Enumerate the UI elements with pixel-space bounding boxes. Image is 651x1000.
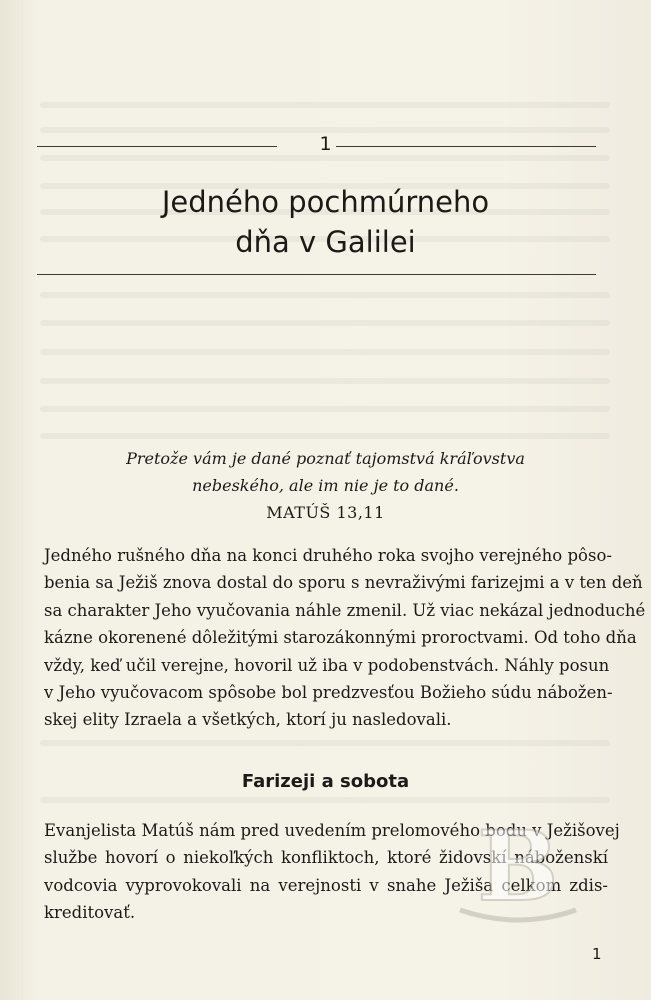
epigraph [0, 445, 651, 526]
text-line: službe hovorí o niekoľkých konfliktoch, ktoré židovskí náboženskí [44, 848, 608, 868]
chapter-rule-right [336, 146, 596, 147]
epigraph-citation: MATÚŠ 13,11 [266, 503, 385, 522]
title-rule [37, 274, 596, 275]
text-line: Evanjelista Matúš nám pred uvedením prelomového bodu v Ježišovej [44, 821, 620, 840]
page-number: 1 [592, 945, 602, 963]
watermark-logo-icon [452, 818, 584, 928]
chapter-title-line: dňa v Galilei [235, 225, 416, 259]
epigraph-line: Pretože vám je dané poznať tajomstvá kráľovstva [126, 449, 525, 468]
bleed-through-line [40, 378, 610, 384]
text-line: skej elity Izraela a všetkých, ktorí ju nasledovali. [44, 710, 452, 730]
text-line: kreditovať. [44, 903, 136, 923]
bleed-through-line [40, 433, 610, 439]
text-line: kázne okorenené dôležitými starozákonnými proroctvami. Od toho dňa [44, 628, 637, 648]
bleed-through-line [40, 349, 610, 355]
chapter-title [0, 182, 651, 262]
text-line: vodcovia vyprovokovali na verejnosti v snahe Ježiša celkom zdis- [44, 875, 608, 895]
text-line: Jedného rušného dňa na konci druhého roka svojho verejného pôso- [44, 546, 612, 565]
bleed-through-line [40, 155, 610, 161]
text-line: vždy, keď učil verejne, hovoril už iba v podobenstvách. Náhly posun [44, 655, 610, 675]
bleed-through-line [40, 406, 610, 412]
bleed-through-line [40, 320, 610, 326]
epigraph-line: nebeského, ale im nie je to dané. [192, 476, 459, 495]
section-heading: Farizeji a sobota [241, 771, 410, 792]
bleed-through-line [40, 102, 610, 108]
chapter-number: 1 [319, 133, 332, 155]
chapter-title-line: Jedného pochmúrneho [161, 185, 490, 219]
bleed-through-line [40, 740, 610, 746]
text-line: sa charakter Jeho vyučovania náhle zmenil. Už viac nekázal jednoduché [44, 600, 646, 620]
bleed-through-line [40, 797, 610, 803]
text-line: v Jeho vyučovacom spôsobe bol predzvesťou Božieho súdu nábožen- [44, 683, 613, 703]
text-line: benia sa Ježiš znova dostal do sporu s nevraživými farizejmi a v ten deň [44, 573, 643, 593]
body-paragraph [44, 542, 646, 734]
watermark-letter: B [477, 818, 559, 923]
bleed-through-line [40, 292, 610, 298]
